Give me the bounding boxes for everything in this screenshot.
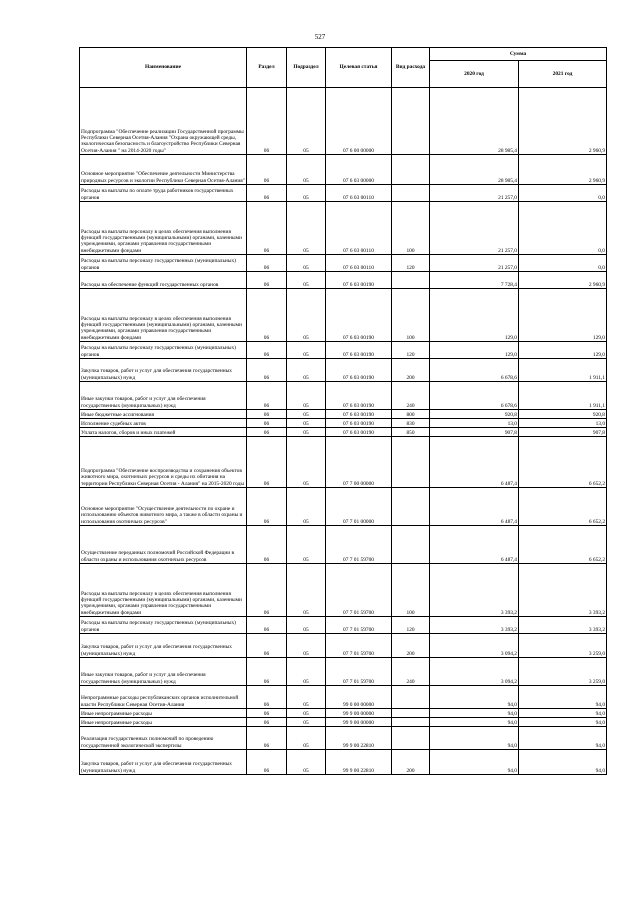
table-row [80, 709, 607, 718]
row-sum-2020: 21 257,0 [430, 202, 519, 255]
row-podrazdel: 05 [287, 727, 326, 750]
row-vid: 120 [392, 617, 430, 634]
row-sum-2020: 94,0 [430, 750, 519, 775]
row-sum-2020: 3 393,2 [430, 617, 519, 634]
row-vid [392, 437, 430, 488]
row-sum-2021: 0,0 [519, 255, 607, 272]
table-row [80, 202, 607, 255]
row-sum-2020: 94,0 [430, 686, 519, 709]
row-vid: 120 [392, 342, 430, 359]
row-target: 07 6 03 00110 [326, 185, 392, 202]
row-podrazdel: 05 [287, 658, 326, 686]
header-name: Наименование [80, 48, 247, 88]
row-name: Подпрограмма "Обеспечение реализации Государственной программы Республики Северная Осетия-Алания "Охрана окружающей среды, экологическая безопасность и благоустройство Республики Северная Осетия-Алания " на 2014-2020 годы" [80, 88, 247, 155]
row-podrazdel: 05 [287, 428, 326, 437]
row-razdel: 06 [247, 185, 287, 202]
row-name: Иные закупки товаров, работ и услуг для обеспечения государственных (муниципальных) нужд [80, 658, 247, 686]
header-vid: Вид расхода [392, 48, 430, 88]
table-row [80, 359, 607, 382]
row-podrazdel: 05 [287, 255, 326, 272]
row-vid: 200 [392, 359, 430, 382]
row-name: Иные закупки товаров, работ и услуг для обеспечения государственных (муниципальных) нужд [80, 382, 247, 410]
row-sum-2021: 13,0 [519, 419, 607, 428]
row-sum-2021: 1 911,1 [519, 382, 607, 410]
row-podrazdel: 05 [287, 359, 326, 382]
row-vid: 100 [392, 202, 430, 255]
row-vid: 800 [392, 410, 430, 419]
row-razdel: 06 [247, 410, 287, 419]
row-name: Расходы на выплаты персоналу государственных (муниципальных) органов [80, 342, 247, 359]
row-sum-2020: 6 487,4 [430, 488, 519, 526]
row-vid: 120 [392, 255, 430, 272]
row-name: Исполнение судебных актов [80, 419, 247, 428]
row-podrazdel: 05 [287, 410, 326, 419]
row-podrazdel: 05 [287, 342, 326, 359]
row-sum-2020: 13,0 [430, 419, 519, 428]
header-razdel: Раздел [247, 48, 287, 88]
table-row [80, 564, 607, 617]
table-row [80, 419, 607, 428]
row-podrazdel: 05 [287, 634, 326, 658]
row-sum-2021: 907,8 [519, 428, 607, 437]
row-vid [392, 709, 430, 718]
row-target: 07 6 03 00190 [326, 272, 392, 289]
row-name: Закупка товаров, работ и услуг для обеспечения государственных (муниципальных) нужд [80, 359, 247, 382]
row-target: 07 6 03 00190 [326, 410, 392, 419]
row-sum-2021: 2 960,9 [519, 155, 607, 185]
row-podrazdel: 05 [287, 382, 326, 410]
row-sum-2021: 94,0 [519, 718, 607, 727]
row-vid: 100 [392, 289, 430, 342]
row-target: 99 9 00 22810 [326, 727, 392, 750]
row-razdel: 06 [247, 526, 287, 564]
row-podrazdel: 05 [287, 718, 326, 727]
table-row [80, 342, 607, 359]
row-sum-2021: 3 393,2 [519, 564, 607, 617]
row-razdel: 06 [247, 155, 287, 185]
row-razdel: 06 [247, 419, 287, 428]
row-sum-2020: 21 257,0 [430, 255, 519, 272]
row-sum-2020: 6 487,4 [430, 526, 519, 564]
row-sum-2021: 0,0 [519, 185, 607, 202]
row-sum-2021: 920,8 [519, 410, 607, 419]
row-sum-2021: 94,0 [519, 709, 607, 718]
row-target: 07 7 01 59700 [326, 526, 392, 564]
row-sum-2021: 6 652,2 [519, 488, 607, 526]
row-sum-2021: 3 393,2 [519, 617, 607, 634]
row-name: Непрограммные расходы республиканских органов исполнительной власти Республики Северная Осетия-Алания [80, 686, 247, 709]
row-target: 07 6 03 00110 [326, 255, 392, 272]
table-header [80, 48, 607, 88]
row-target: 99 9 00 00000 [326, 718, 392, 727]
row-target: 07 7 01 59700 [326, 564, 392, 617]
row-name: Иные непрограммные расходы [80, 718, 247, 727]
row-podrazdel: 05 [287, 437, 326, 488]
row-vid [392, 526, 430, 564]
row-podrazdel: 05 [287, 272, 326, 289]
row-target: 07 7 00 00000 [326, 437, 392, 488]
row-name: Расходы на выплаты персоналу в целях обеспечения выполнения функций государственными (муниципальными) органами, казенными учреждениями, органами управления государственными внебюджетными фондами [80, 289, 247, 342]
row-target: 07 7 01 00000 [326, 488, 392, 526]
row-razdel: 06 [247, 634, 287, 658]
row-sum-2020: 6 678,6 [430, 359, 519, 382]
row-target: 07 6 03 00190 [326, 382, 392, 410]
row-sum-2020: 3 094,2 [430, 634, 519, 658]
row-name: Расходы на обеспечение функций государственных органов [80, 272, 247, 289]
row-target: 07 7 01 59700 [326, 658, 392, 686]
table-row [80, 428, 607, 437]
row-sum-2020: 7 728,4 [430, 272, 519, 289]
row-target: 07 6 00 00000 [326, 88, 392, 155]
row-podrazdel: 05 [287, 185, 326, 202]
row-razdel: 06 [247, 750, 287, 775]
row-podrazdel: 05 [287, 202, 326, 255]
row-target: 07 6 03 00190 [326, 289, 392, 342]
row-name: Расходы на выплаты по оплате труда работников государственных органов [80, 185, 247, 202]
row-sum-2021: 129,0 [519, 342, 607, 359]
table-row [80, 750, 607, 775]
row-podrazdel: 05 [287, 709, 326, 718]
row-razdel: 06 [247, 686, 287, 709]
row-razdel: 06 [247, 255, 287, 272]
table-row [80, 289, 607, 342]
table-row [80, 658, 607, 686]
row-podrazdel: 05 [287, 617, 326, 634]
row-sum-2020: 907,8 [430, 428, 519, 437]
row-target: 99 9 00 22810 [326, 750, 392, 775]
row-razdel: 06 [247, 88, 287, 155]
table-row [80, 488, 607, 526]
row-sum-2021: 94,0 [519, 686, 607, 709]
row-name: Иные непрограммные расходы [80, 709, 247, 718]
row-name: Основное мероприятие "Осуществление деятельности по охране и использованию объектов животного мира, а также в области охраны и использования охотничьих ресурсов" [80, 488, 247, 526]
row-target: 07 6 03 00190 [326, 342, 392, 359]
row-razdel: 06 [247, 202, 287, 255]
row-sum-2021: 0,0 [519, 202, 607, 255]
row-sum-2020: 920,8 [430, 410, 519, 419]
row-name: Расходы на выплаты персоналу государственных (муниципальных) органов [80, 255, 247, 272]
budget-table [79, 47, 607, 775]
page-number: 527 [314, 33, 326, 41]
row-razdel: 06 [247, 437, 287, 488]
row-name: Подпрограмма "Обеспечение воспроизводства и сохранения объектов животного мира, охотничьих ресурсов и среды их обитания на территории Республики Северная Осетия - Алания" на 2015-2020 годы [80, 437, 247, 488]
row-name: Уплата налогов, сборов и иных платежей [80, 428, 247, 437]
table-row [80, 88, 607, 155]
row-name: Закупка товаров, работ и услуг для обеспечения государственных (муниципальных) нужд [80, 634, 247, 658]
row-target: 99 0 00 00000 [326, 686, 392, 709]
table-row [80, 410, 607, 419]
row-razdel: 06 [247, 564, 287, 617]
table-row [80, 185, 607, 202]
row-vid: 850 [392, 428, 430, 437]
row-vid [392, 488, 430, 526]
header-podrazdel: Подраздел [287, 48, 326, 88]
header-2020: 2020 год [430, 61, 519, 88]
row-razdel: 06 [247, 359, 287, 382]
table-row [80, 686, 607, 709]
row-podrazdel: 05 [287, 526, 326, 564]
row-vid: 240 [392, 382, 430, 410]
table-row [80, 617, 607, 634]
row-razdel: 06 [247, 382, 287, 410]
row-vid [392, 185, 430, 202]
table-row [80, 526, 607, 564]
row-vid: 200 [392, 634, 430, 658]
row-sum-2020: 129,0 [430, 342, 519, 359]
row-sum-2021: 129,0 [519, 289, 607, 342]
table-row [80, 155, 607, 185]
row-podrazdel: 05 [287, 155, 326, 185]
row-podrazdel: 05 [287, 750, 326, 775]
header-target: Целевая статья [326, 48, 392, 88]
row-sum-2020: 94,0 [430, 718, 519, 727]
row-sum-2020: 3 393,2 [430, 564, 519, 617]
row-vid: 200 [392, 750, 430, 775]
row-name: Закупка товаров, работ и услуг для обеспечения государственных (муниципальных) нужд [80, 750, 247, 775]
row-razdel: 06 [247, 488, 287, 526]
header-sum: Сумма [430, 48, 607, 61]
row-target: 07 6 03 00110 [326, 202, 392, 255]
row-razdel: 06 [247, 428, 287, 437]
header-2021: 2021 год [519, 61, 607, 88]
row-vid [392, 718, 430, 727]
row-vid [392, 272, 430, 289]
row-sum-2021: 3 259,0 [519, 634, 607, 658]
row-sum-2020: 94,0 [430, 727, 519, 750]
table-row [80, 255, 607, 272]
row-razdel: 06 [247, 709, 287, 718]
row-podrazdel: 05 [287, 419, 326, 428]
row-sum-2020: 6 678,6 [430, 382, 519, 410]
row-sum-2021: 94,0 [519, 750, 607, 775]
row-vid: 240 [392, 658, 430, 686]
row-sum-2020: 21 257,0 [430, 185, 519, 202]
row-sum-2021: 3 259,0 [519, 658, 607, 686]
row-sum-2020: 3 094,2 [430, 658, 519, 686]
row-razdel: 06 [247, 658, 287, 686]
row-razdel: 06 [247, 718, 287, 727]
row-vid [392, 727, 430, 750]
row-sum-2021: 2 960,9 [519, 272, 607, 289]
row-vid: 100 [392, 564, 430, 617]
row-target: 07 6 03 00000 [326, 155, 392, 185]
row-razdel: 06 [247, 727, 287, 750]
table-body [80, 88, 607, 775]
row-podrazdel: 05 [287, 289, 326, 342]
row-sum-2020: 6 487,4 [430, 437, 519, 488]
row-sum-2021: 2 960,9 [519, 88, 607, 155]
row-sum-2021: 1 911,1 [519, 359, 607, 382]
row-podrazdel: 05 [287, 564, 326, 617]
table-row [80, 272, 607, 289]
row-name: Осуществление переданных полномочий Российской Федерации в области охраны и использования охотничьих ресурсов [80, 526, 247, 564]
row-target: 07 6 03 00190 [326, 419, 392, 428]
table-row [80, 718, 607, 727]
row-vid: 830 [392, 419, 430, 428]
row-name: Расходы на выплаты персоналу в целях обеспечения выполнения функций государственными (муниципальными) органами, казенными учреждениями, органами управления государственными внебюджетными фондами [80, 202, 247, 255]
row-vid [392, 155, 430, 185]
row-name: Расходы на выплаты персоналу государственных (муниципальных) органов [80, 617, 247, 634]
row-razdel: 06 [247, 272, 287, 289]
row-razdel: 06 [247, 342, 287, 359]
row-sum-2021: 6 652,2 [519, 437, 607, 488]
row-sum-2021: 94,0 [519, 727, 607, 750]
row-name: Расходы на выплаты персоналу в целях обеспечения выполнения функций государственными (муниципальными) органами, казенными учреждениями, органами управления государственными внебюджетными фондами [80, 564, 247, 617]
row-target: 07 7 01 59700 [326, 634, 392, 658]
row-sum-2020: 129,0 [430, 289, 519, 342]
row-vid [392, 686, 430, 709]
row-sum-2020: 28 985,4 [430, 155, 519, 185]
row-target: 99 9 00 00000 [326, 709, 392, 718]
row-name: Основное мероприятие "Обеспечение деятельности Министерства природных ресурсов и экологии Республики Северная Осетия-Алания" [80, 155, 247, 185]
row-vid [392, 88, 430, 155]
row-sum-2020: 28 985,4 [430, 88, 519, 155]
row-razdel: 06 [247, 617, 287, 634]
row-target: 07 7 01 59700 [326, 617, 392, 634]
row-podrazdel: 05 [287, 686, 326, 709]
table-row [80, 437, 607, 488]
row-sum-2020: 94,0 [430, 709, 519, 718]
row-sum-2021: 6 652,2 [519, 526, 607, 564]
row-name: Иные бюджетные ассигнования [80, 410, 247, 419]
row-razdel: 06 [247, 289, 287, 342]
table-row [80, 727, 607, 750]
row-target: 07 6 03 00190 [326, 428, 392, 437]
row-name: Реализация государственных полномочий по проведению государственной экологической экспертизы [80, 727, 247, 750]
row-target: 07 6 03 00190 [326, 359, 392, 382]
table-row [80, 382, 607, 410]
row-podrazdel: 05 [287, 88, 326, 155]
row-podrazdel: 05 [287, 488, 326, 526]
table-row [80, 634, 607, 658]
